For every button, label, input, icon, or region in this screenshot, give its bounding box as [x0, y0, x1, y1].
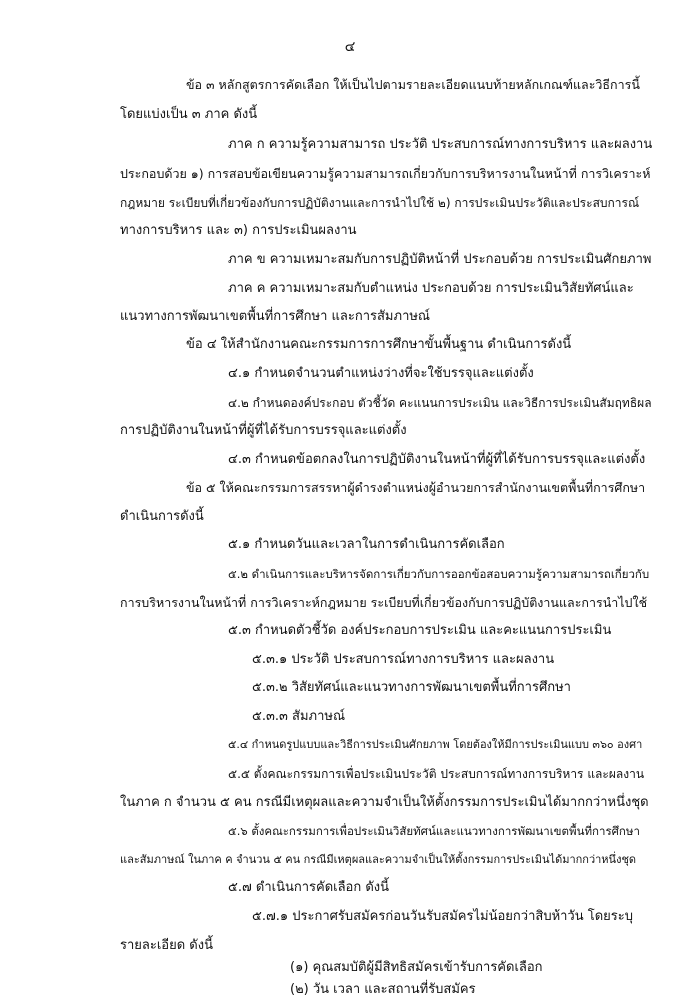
item-5-2-continuation: การบริหารงานในหน้าที่ การวิเคราะห์กฎหมาย ระเบียบที่เกี่ยวข้องกับการปฏิบัติงานและการนำไปใช้	[120, 595, 648, 610]
part-c-heading: ภาค ค ความเหมาะสมกับตำแหน่ง ประกอบด้วย การประเมินวิสัยทัศน์และ	[228, 281, 634, 296]
item-4-1: ๔.๑ กำหนดจำนวนตำแหน่งว่างที่จะใช้บรรจุและแต่งตั้ง	[228, 366, 534, 381]
item-5-3: ๕.๓ กำหนดตัวชี้วัด องค์ประกอบการประเมิน และคะแนนการประเมิน	[228, 623, 612, 638]
item-5-4: ๕.๔ กำหนดรูปแบบและวิธีการประเมินศักยภาพ โดยต้องให้มีการประเมินแบบ ๓๖๐ องศา	[228, 738, 643, 751]
item-5-7: ๕.๗ ดำเนินการคัดเลือก ดังนี้	[228, 880, 390, 895]
part-a-line-4: ทางการบริหาร และ ๓) การประเมินผลงาน	[120, 223, 357, 238]
item-5-3-3: ๕.๓.๓ สัมภาษณ์	[252, 709, 346, 724]
item-5-7-1-continuation: รายละเอียด ดังนี้	[120, 938, 213, 953]
part-a-heading: ภาค ก ความรู้ความสามารถ ประวัติ ประสบการณ์ทางการบริหาร และผลงาน	[228, 137, 653, 152]
item-5-2: ๕.๒ ดำเนินการและบริหารจัดการเกี่ยวกับการออกข้อสอบความรู้ความสามารถเกี่ยวกับ	[228, 567, 650, 581]
clause-5-heading: ข้อ ๕ ให้คณะกรรมการสรรหาผู้ดำรงตำแหน่งผู้อำนวยการสำนักงานเขตพื้นที่การศึกษา	[186, 480, 646, 495]
clause-3-heading: ข้อ ๓ หลักสูตรการคัดเลือก ให้เป็นไปตามรายละเอียดแนบท้ายหลักเกณฑ์และวิธีการนี้	[186, 77, 640, 92]
part-a-line-2: ประกอบด้วย ๑) การสอบข้อเขียนความรู้ความสามารถเกี่ยวกับการบริหารงานในหน้าที่ การวิเคราะห์	[120, 166, 651, 181]
item-4-2: ๔.๒ กำหนดองค์ประกอบ ตัวชี้วัด คะแนนการประเมิน และวิธีการประเมินสัมฤทธิผล	[228, 396, 652, 410]
item-5-1: ๕.๑ กำหนดวันและเวลาในการดำเนินการคัดเลือก	[228, 537, 505, 552]
item-5-3-1: ๕.๓.๑ ประวัติ ประสบการณ์ทางการบริหาร และผลงาน	[252, 652, 555, 667]
clause-3-continuation: โดยแบ่งเป็น ๓ ภาค ดังนี้	[120, 107, 258, 122]
clause-5-continuation: ดำเนินการดังนี้	[120, 509, 204, 524]
item-4-2-continuation: การปฏิบัติงานในหน้าที่ผู้ที่ได้รับการบรรจุและแต่งตั้ง	[120, 423, 407, 438]
item-5-6-continuation: และสัมภาษณ์ ในภาค ค จำนวน ๕ คน กรณีมีเหตุผลและความจำเป็นให้ตั้งกรรมการประเมินได้มากกว่าหนึ่งชุด	[120, 853, 637, 866]
clause-4-heading: ข้อ ๔ ให้สำนักงานคณะกรรมการการศึกษาขั้นพื้นฐาน ดำเนินการดังนี้	[186, 337, 572, 352]
item-5-5: ๕.๕ ตั้งคณะกรรมการเพื่อประเมินประวัติ ประสบการณ์ทางการบริหาร และผลงาน	[228, 767, 645, 781]
item-4-3: ๔.๓ กำหนดข้อตกลงในการปฏิบัติงานในหน้าที่ผู้ที่ได้รับการบรรจุและแต่งตั้ง	[228, 452, 646, 467]
part-c-line-2: แนวทางการพัฒนาเขตพื้นที่การศึกษา และการสัมภาษณ์	[120, 309, 430, 324]
sub-item-2: (๒) วัน เวลา และสถานที่รับสมัคร	[290, 982, 476, 997]
item-5-6: ๕.๖ ตั้งคณะกรรมการเพื่อประเมินวิสัยทัศน์และแนวทางการพัฒนาเขตพื้นที่การศึกษา	[228, 824, 640, 838]
item-5-3-2: ๕.๓.๒ วิสัยทัศน์และแนวทางการพัฒนาเขตพื้นที่การศึกษา	[252, 680, 571, 695]
item-5-5-continuation: ในภาค ก จำนวน ๕ คน กรณีมีเหตุผลและความจำเป็นให้ตั้งกรรมการประเมินได้มากกว่าหนึ่งชุด	[120, 795, 649, 810]
part-b-heading: ภาค ข ความเหมาะสมกับการปฏิบัติหน้าที่ ประกอบด้วย การประเมินศักยภาพ	[228, 252, 652, 267]
item-5-7-1: ๕.๗.๑ ประกาศรับสมัครก่อนวันรับสมัครไม่น้อยกว่าสิบห้าวัน โดยระบุ	[252, 909, 634, 924]
page-number: ๔	[344, 39, 356, 55]
part-a-line-3: กฎหมาย ระเบียบที่เกี่ยวข้องกับการปฏิบัติงานและการนำไปใช้ ๒) การประเมินประวัติและประสบการณ์	[120, 196, 640, 210]
sub-item-1: (๑) คุณสมบัติผู้มีสิทธิสมัครเข้ารับการคัดเลือก	[290, 960, 543, 975]
